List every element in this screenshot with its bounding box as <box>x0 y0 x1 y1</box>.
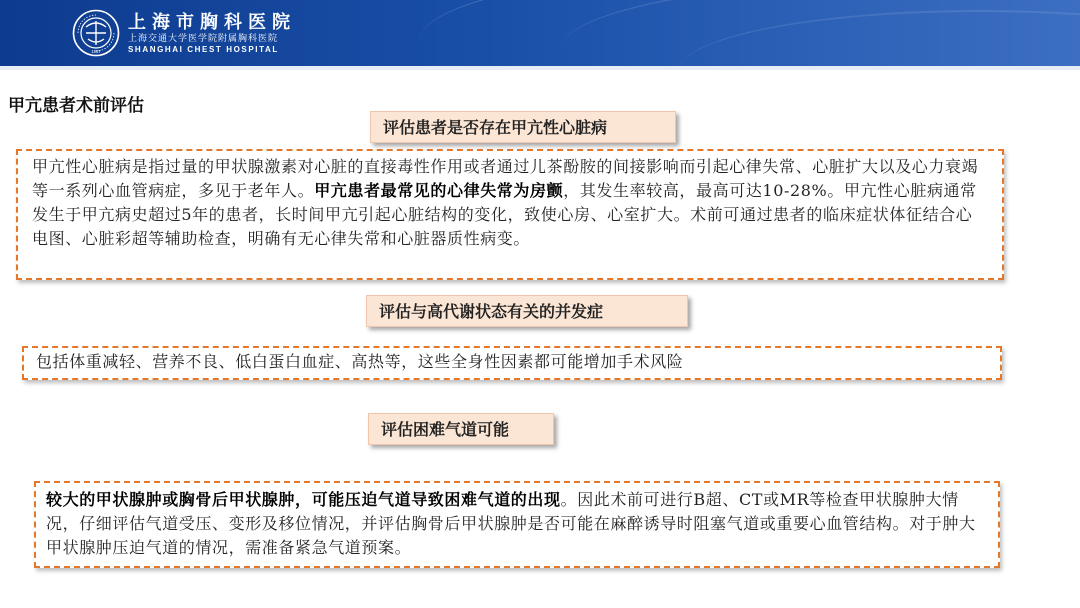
metabolic-text: 包括体重减轻、营养不良、低白蛋白血症、高热等，这些全身性因素都可能增加手术风险 <box>36 352 684 371</box>
heart-disease-textbox <box>16 149 1004 280</box>
heart-disease-text-bold: 甲亢患者最常见的心律失常为房颤 <box>314 181 564 200</box>
heart-disease-text-2: ，其发生率较高，最高可达10-28%。甲亢性心脏病通常发生于甲亢病史超过5年的患者，长时间甲亢引起心脏结构的变化，致使心房、心室扩大。术前可通过患者的临床症状体征结合心电图、心脏彩超等辅助检查，明确有无心律失常和心脏器质性病变。 <box>32 181 977 248</box>
section-label-airway: 评估困难气道可能 <box>368 413 554 445</box>
hospital-logo-icon <box>72 9 120 57</box>
airway-text-bold: 较大的甲状腺肿或胸骨后甲状腺肿，可能压迫气道导致困难气道的出现 <box>46 490 561 509</box>
airway-text-2: 。因此术前可进行B超、CT或MR等检查甲状腺肿大情况，仔细评估气道受压、变形及移位情况，并评估胸骨后甲状腺肿是否可能在麻醉诱导时阻塞气道或重要心血管结构。对于肿大甲状腺肿压迫气道的情况，需准备紧急气道预案。 <box>46 490 976 557</box>
hospital-name-en: SHANGHAI CHEST HOSPITAL <box>128 45 279 54</box>
section-label-heart-disease: 评估患者是否存在甲亢性心脏病 <box>370 111 676 143</box>
svg-text:1957: 1957 <box>91 49 101 54</box>
metabolic-textbox <box>22 346 1002 380</box>
header-divider <box>0 66 1080 70</box>
heart-disease-text-1: 甲亢性心脏病是指过量的甲状腺激素对心脏的直接毒性作用或者通过儿茶酚胺的间接影响而引起心律失常、心脏扩大以及心力衰竭等一系列心血管病症，多见于老年人。 <box>32 157 979 200</box>
section-label-metabolic: 评估与高代谢状态有关的并发症 <box>366 295 688 327</box>
hospital-subtitle-cn: 上海交通大学医学院附属胸科医院 <box>128 34 279 44</box>
page-title: 甲亢患者术前评估 <box>8 96 144 116</box>
header-banner <box>0 0 1080 68</box>
airway-textbox <box>34 481 1000 568</box>
hospital-name-cn: 上海市胸科医院 <box>128 12 296 33</box>
